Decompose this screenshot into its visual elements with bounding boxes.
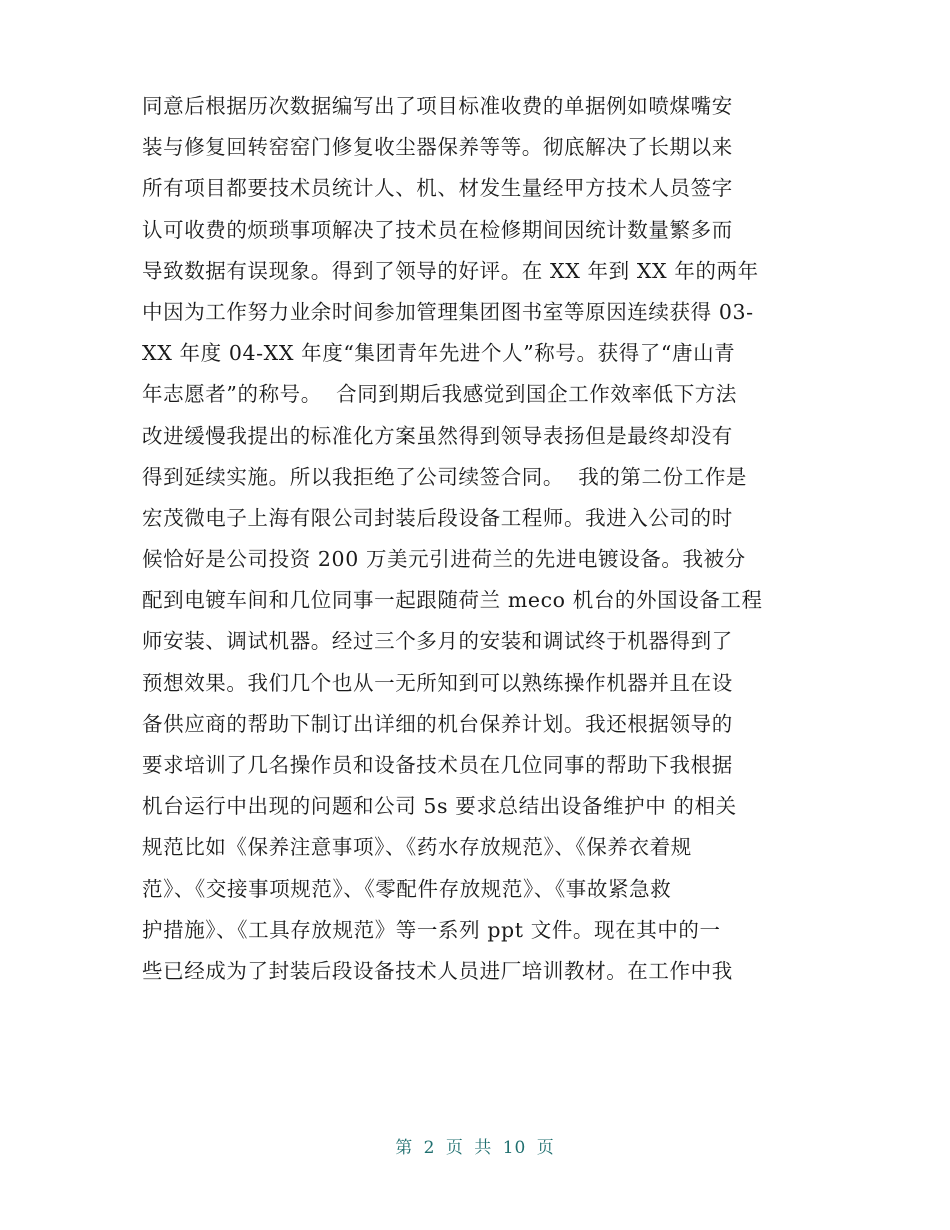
text-line: 候恰好是公司投资 200 万美元引进荷兰的先进电镀设备。我被分 — [142, 547, 746, 572]
text-line: 配到电镀车间和几位同事一起跟随荷兰 meco 机台的外国设备工程 — [142, 588, 763, 613]
text-line: 改进缓慢我提出的标准化方案虽然得到领导表扬但是最终却没有 — [142, 423, 733, 448]
text-line: 所有项目都要技术员统计人、机、材发生量经甲方技术人员签字 — [142, 176, 733, 201]
text-line: 中因为工作努力业余时间参加管理集团图书室等原因连续获得 03- — [142, 299, 754, 324]
text-line: 要求培训了几名操作员和设备技术员在几位同事的帮助下我根据 — [142, 753, 733, 777]
text-line: 得到延续实施。所以我拒绝了公司续签合同。 我的第二份工作是 — [142, 464, 748, 489]
text-line: 师安装、调试机器。经过三个多月的安装和调试终于机器得到了 — [142, 629, 733, 654]
text-line: 同意后根据历次数据编写出了项目标准收费的单据例如喷煤嘴安 — [142, 94, 733, 118]
text-line: 范》、《交接事项规范》、《零配件存放规范》、《事故紧急救 — [142, 876, 672, 901]
text-line: 规范比如《保养注意事项》、《药水存放规范》、《保养衣着规 — [142, 835, 692, 860]
text-line: 预想效果。我们几个也从一无所知到可以熟练操作机器并且在设 — [142, 670, 733, 695]
text-line: 备供应商的帮助下制订出详细的机台保养计划。我还根据领导的 — [142, 711, 733, 736]
text-line: 护措施》、《工具存放规范》等一系列 ppt 文件。现在其中的一 — [142, 917, 721, 942]
text-line: 装与修复回转窑窑门修复收尘器保养等等。彻底解决了长期以来 — [142, 135, 733, 160]
text-line: 些已经成为了封装后段设备技术人员进厂培训教材。在工作中我 — [142, 958, 733, 983]
text-line: 导致数据有误现象。得到了领导的好评。在 XX 年到 XX 年的两年 — [142, 258, 759, 283]
text-line: XX 年度 04-XX 年度“集团青年先进个人”称号。获得了“唐山青 — [142, 341, 736, 366]
body-paragraph — [142, 86, 822, 992]
text-line: 年志愿者”的称号。 合同到期后我感觉到国企工作效率低下方法 — [142, 382, 738, 407]
text-line: 机台运行中出现的问题和公司 5s 要求总结出设备维护中 的相关 — [142, 794, 737, 819]
text-line: 认可收费的烦琐事项解决了技术员在检修期间因统计数量繁多而 — [142, 217, 733, 242]
page-number-footer: 第 2 页 共 10 页 — [395, 1138, 555, 1158]
text-line: 宏茂微电子上海有限公司封装后段设备工程师。我进入公司的时 — [142, 505, 733, 530]
